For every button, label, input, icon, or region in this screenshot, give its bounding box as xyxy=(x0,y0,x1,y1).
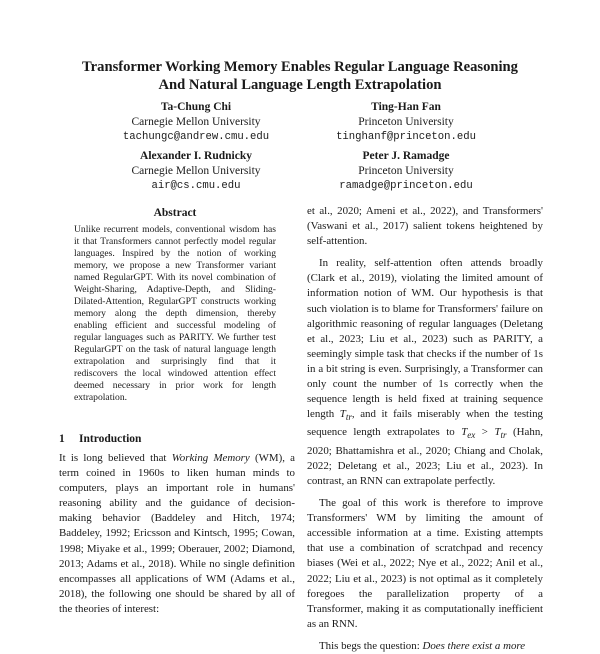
author-affiliation: Carnegie Mellon University xyxy=(131,165,261,177)
section-heading-introduction xyxy=(59,432,294,446)
math-symbol: T xyxy=(461,426,468,439)
author-name: Peter J. Ramadge xyxy=(362,150,450,162)
title-line-2: And Natural Language Length Extrapolation xyxy=(158,77,442,93)
math-t-train xyxy=(339,408,352,423)
text-run: , and it fails miserably when the testing sequence length extrapolates to xyxy=(307,408,544,439)
right-paragraph-1: et al., 2020; Ameni et al., 2022), and Transformers' (Vaswani et al., 2017) salient tokens heightened by self-attention. xyxy=(307,205,543,248)
author-name: Ta-Chung Chi xyxy=(160,101,232,113)
author-block-4 xyxy=(296,149,516,194)
author-email: tachungc@andrew.cmu.edu xyxy=(122,131,270,143)
text-run: (WM), a term coined in 1960s to liken human minds to computers, plays an important role in humans' reasoning ability and the guidance of decision-making behavior (Baddeley and Hitch, 1974; Baddeley, 1992; Ericsson and Kintsch, 1995; Cowan, 1998; Miyake et al., 1999; Oberauer, 2002; Diamond, 2013; Adams et al., 2018). While no single definition encompasses all applications of WM (Adams et al., 2018), the following one should be shared by all of the theories of interest: xyxy=(59,452,295,615)
left-column-body xyxy=(59,451,295,617)
author-block-1 xyxy=(86,100,306,145)
intro-paragraph-1 xyxy=(59,451,295,617)
right-paragraph-2 xyxy=(307,256,543,489)
abstract-text: Unlike recurrent models, conventional wisdom has it that Transformers cannot perfectly model regular languages. Inspired by the notion of working memory, we propose a new Transformer variant named RegularGPT. With its novel combination of Weight-Sharing, Adaptive-Depth, and Sliding-Dilated-Attention, RegularGPT constructs working memory along the depth dimension, thereby enabling efficient and successful modeling of regular languages such as PARITY. We further test RegularGPT on the task of natural language length extrapolation and surprisingly find that it rediscovers the local windowed attention effect deemed necessary in prior work for length extrapolation. xyxy=(74,224,276,403)
math-t-ex xyxy=(461,426,476,441)
math-symbol: T xyxy=(339,408,346,421)
author-affiliation: Princeton University xyxy=(358,165,454,177)
author-block-3 xyxy=(86,149,306,194)
section-number: 1 xyxy=(59,433,65,445)
author-block-2 xyxy=(296,100,516,145)
author-affiliation: Princeton University xyxy=(358,116,454,128)
emphasis-question: Does there exist a more xyxy=(422,639,526,652)
text-run: (Hahn, 2020; Bhattamishra et al., 2020; Chiang and Cholak, 2022; Deletang et al., 2023; Liu et al., 2023). In contrast, an RNN can extrapolate perfectly. xyxy=(307,426,543,487)
math-t-train-2 xyxy=(494,426,507,441)
math-operator: > xyxy=(475,426,495,439)
abstract-heading: Abstract xyxy=(153,207,197,219)
paper-title xyxy=(0,58,600,94)
right-paragraph-4 xyxy=(307,639,543,654)
author-name: Alexander I. Rudnicky xyxy=(140,150,252,162)
text-run: In reality, self-attention often attends broadly (Clark et al., 2019), violating the limited amount of information notion of WM. Our hypothesis is that such violation is to blame for Transformers' failure on algorithmic reasoning of regular languages (Deletang et al., 2023; Liu et al., 2023) such as PARITY, a seemingly simple task that checks if the number of 1s in a bit string is even. Surprisingly, a Transformer can only count the number of 1s correctly when the sequence length is held fixed at training sequence length xyxy=(307,257,543,421)
author-email: air@cs.cmu.edu xyxy=(151,180,241,192)
title-line-1: Transformer Working Memory Enables Regular Language Reasoning xyxy=(82,59,518,75)
text-run: It is long believed that xyxy=(59,452,172,464)
math-subscript: tr xyxy=(345,412,352,423)
author-email: ramadge@princeton.edu xyxy=(339,180,473,192)
right-paragraph-3: The goal of this work is therefore to improve Transformers' WM by limiting the amount of accessible information at a time. Existing attempts that use a combination of scratchpad and recency biases (Wei et al., 2022; Nye et al., 2022; Anil et al., 2022; Liu et al., 2023) is not optimal as it completely foregoes the parallelization property of a Transformer, making it as computationally inefficient as an RNN. xyxy=(307,497,543,630)
math-symbol: T xyxy=(494,426,501,439)
right-column-body xyxy=(307,204,543,654)
text-run: This begs the question: xyxy=(319,639,423,652)
math-subscript: tr xyxy=(500,430,507,441)
section-title: Introduction xyxy=(79,433,142,445)
emphasis-working-memory: Working Memory xyxy=(171,452,250,464)
math-subscript: ex xyxy=(467,430,476,441)
author-affiliation: Carnegie Mellon University xyxy=(131,116,261,128)
author-email: tinghanf@princeton.edu xyxy=(336,131,476,143)
author-name: Ting-Han Fan xyxy=(371,101,441,113)
